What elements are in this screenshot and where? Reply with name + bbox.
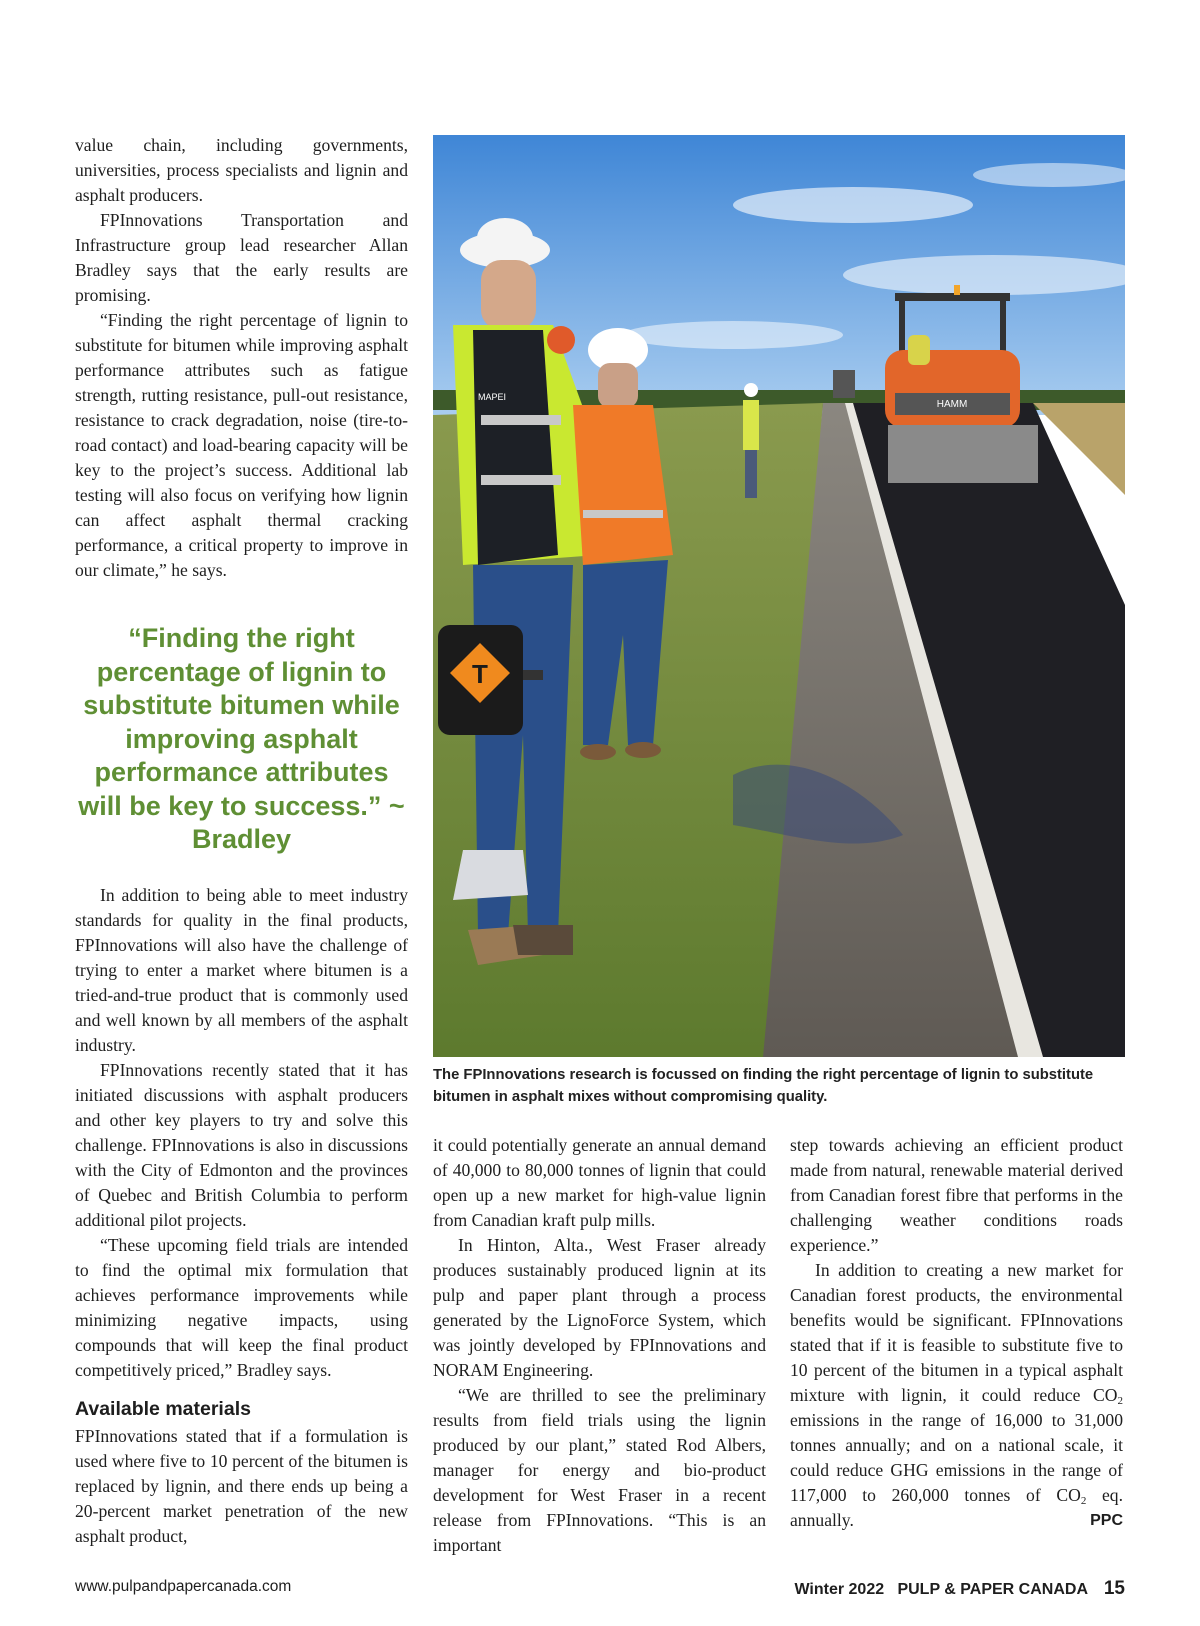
svg-text:HAMM: HAMM	[936, 399, 968, 410]
paragraph: value chain, including governments, universities, process specialists and lignin and asphalt producers.	[75, 135, 408, 205]
issue-date: Winter 2022	[794, 1581, 885, 1598]
paragraph: “Finding the right percentage of lignin to substitute for bitumen while improving asphalt performance attributes such as fatigue strength, rutting resistance, pull-out resistance, resistance to crack degradation, noise (tire-to-road contact) and load-bearing capacity will be key to the project’s success. Additional lab testing will also focus on verifying how lignin can affect asphalt thermal cracking performance, a critical property to improve in our climate,” he says.	[75, 310, 408, 580]
svg-text:T: T	[472, 659, 488, 689]
photo-caption: The FPInnovations research is focussed on finding the right percentage of lignin to substitute bitumen in asphalt mixes without compromising quality.	[433, 1067, 1094, 1105]
paragraph: FPInnovations recently stated that it has initiated discussions with asphalt producers and other key players to try and solve this challenge. FPInnovations is also in discussions with the City of Edmonton and the provinces of Quebec and British Columbia to perform additional pilot projects.	[75, 1060, 408, 1230]
paragraph: In addition to being able to meet industry standards for quality in the final products, FPInnovations will also have the challenge of trying to enter a market where bitumen is a tried-and-true product that is commonly used and well known by all members of the asphalt industry.	[75, 885, 408, 1055]
paragraph: step towards achieving an efficient product made from natural, renewable material derived from Canadian forest fibre that performs in the challenging weather conditions roads experience.”	[790, 1135, 1123, 1255]
paragraph: FPInnovations Transportation and Infrastructure group lead researcher Allan Bradley says that the early results are promising.	[75, 210, 408, 305]
svg-text:MAPEI: MAPEI	[478, 392, 507, 402]
pull-quote: “Finding the right percentage of lignin to substitute bitumen while improving asphalt performance attributes will be key to success.” ~ Bradley	[78, 623, 405, 854]
magazine-name: PULP & PAPER CANADA	[897, 1581, 1088, 1598]
section-heading: Available materials	[75, 1398, 251, 1420]
website-url: www.pulpandpapercanada.com	[75, 1578, 292, 1595]
article-column-2	[433, 1133, 766, 1558]
page-footer	[794, 1578, 1125, 1600]
paragraph: “These upcoming field trials are intended to find the optimal mix formulation that achieves performance improvements while minimizing negative impacts, using compounds that will keep the final product competitively priced,” Bradley says.	[75, 1235, 408, 1380]
road-paving-photo	[433, 135, 1125, 1057]
paragraph: FPInnovations stated that if a formulation is used where five to 10 percent of the bitumen is replaced by lignin, and there ends up being a 20-percent market penetration of the new asphalt product,	[75, 1426, 408, 1546]
paragraph: it could potentially generate an annual demand of 40,000 to 80,000 tonnes of lignin that could open up a new market for high-value lignin from Canadian kraft pulp mills.	[433, 1135, 766, 1230]
paragraph: In Hinton, Alta., West Fraser already produces sustainably produced lignin at its pulp and paper plant through a process generated by the LignoForce System, which was jointly developed by FPInnovations and NORAM Engineering.	[433, 1235, 766, 1380]
paragraph: “We are thrilled to see the preliminary results from field trials using the lignin produced by our plant,” stated Rod Albers, manager for energy and bio-product development for West Fraser in a recent release from FPInnovations. “This is an important	[433, 1385, 766, 1555]
page-number: 15	[1103, 1578, 1125, 1599]
article-column-1-continued	[75, 883, 408, 1549]
end-mark: PPC	[1090, 1512, 1123, 1529]
paragraph: In addition to creating a new market for Canadian forest products, the environmental benefits would be significant. FPInnovations stated that if it is feasible to substitute five to 10 percent of the bitumen in a typical asphalt mixture with lignin, it could reduce $CO_2$ emissions in the range of 16,000 to 31,000 tonnes annually; and on a national scale, it could reduce GHG emissions in the range of 117,000 to 260,000 tonnes of $CO_2$ eq. annually. PPC	[790, 1258, 1123, 1533]
article-column-3	[790, 1133, 1123, 1533]
article-column-1	[75, 133, 408, 583]
